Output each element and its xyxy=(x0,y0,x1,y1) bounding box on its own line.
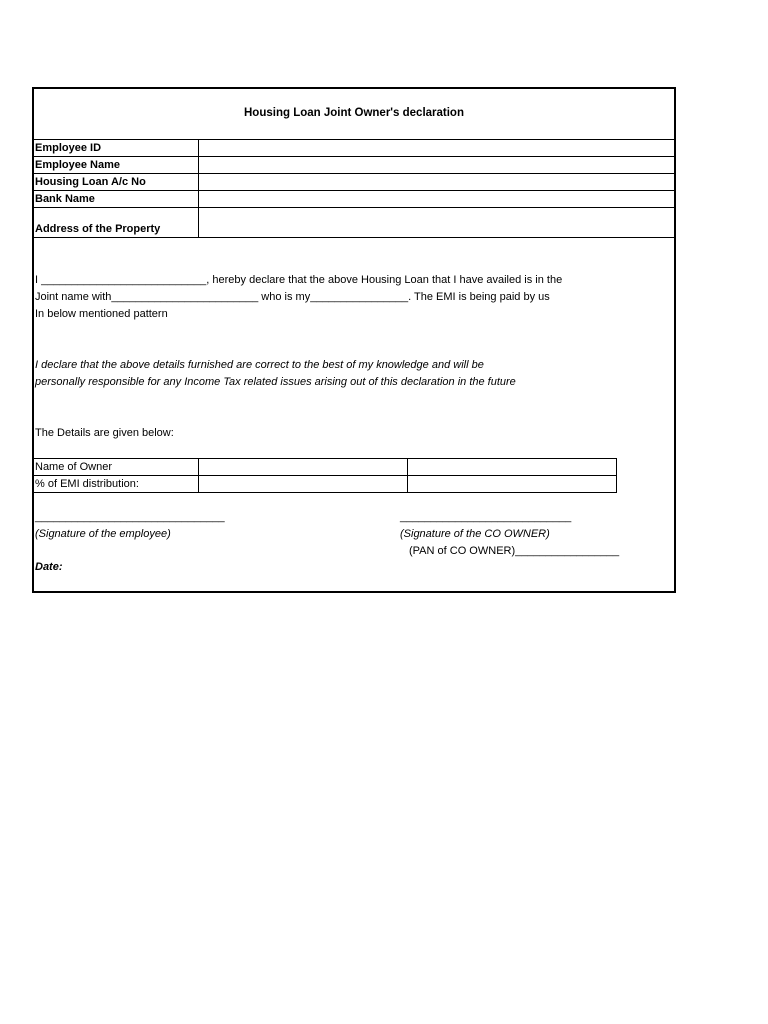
table-line xyxy=(198,458,199,492)
employee-id-label: Employee ID xyxy=(35,142,102,154)
date-label: Date: xyxy=(35,561,63,573)
employee-signature-label: (Signature of the employee) xyxy=(35,528,171,540)
employee-signature-line: _______________________________ xyxy=(35,511,225,523)
declaration-line-3: In below mentioned pattern xyxy=(35,308,168,320)
property-address-label: Address of the Property xyxy=(35,223,161,235)
declaration-line-2: Joint name with________________________ who is my________________. The EMI is being paid by us xyxy=(35,291,550,303)
bank-name-label: Bank Name xyxy=(35,193,95,205)
grid-line xyxy=(34,207,674,208)
table-line xyxy=(616,458,617,492)
table-line xyxy=(407,458,408,492)
loan-account-label: Housing Loan A/c No xyxy=(35,176,146,188)
grid-line xyxy=(34,190,674,191)
co-owner-signature-line: ____________________________ xyxy=(400,511,572,523)
employee-name-label: Employee Name xyxy=(35,159,120,171)
details-intro: The Details are given below: xyxy=(35,427,174,439)
grid-line xyxy=(198,139,199,237)
declaration-line-1: I ___________________________, hereby declare that the above Housing Loan that I have availed is in the xyxy=(35,274,563,286)
undertaking-line-2: personally responsible for any Income Tax related issues arising out of this declaration in the future xyxy=(35,376,516,388)
emi-distribution-label: % of EMI distribution: xyxy=(35,478,139,490)
undertaking-line-1: I declare that the above details furnished are correct to the best of my knowledge and will be xyxy=(35,359,484,371)
table-line xyxy=(34,458,617,459)
owner-name-label: Name of Owner xyxy=(35,461,113,473)
table-line xyxy=(34,492,617,493)
declaration-form xyxy=(32,87,676,593)
table-line xyxy=(34,475,617,476)
grid-line xyxy=(34,139,674,140)
co-owner-pan-label: (PAN of CO OWNER)_________________ xyxy=(409,545,620,557)
grid-line xyxy=(34,237,674,238)
grid-line xyxy=(34,173,674,174)
form-title: Housing Loan Joint Owner's declaration xyxy=(244,107,464,119)
co-owner-signature-label: (Signature of the CO OWNER) xyxy=(400,528,550,540)
grid-line xyxy=(34,156,674,157)
